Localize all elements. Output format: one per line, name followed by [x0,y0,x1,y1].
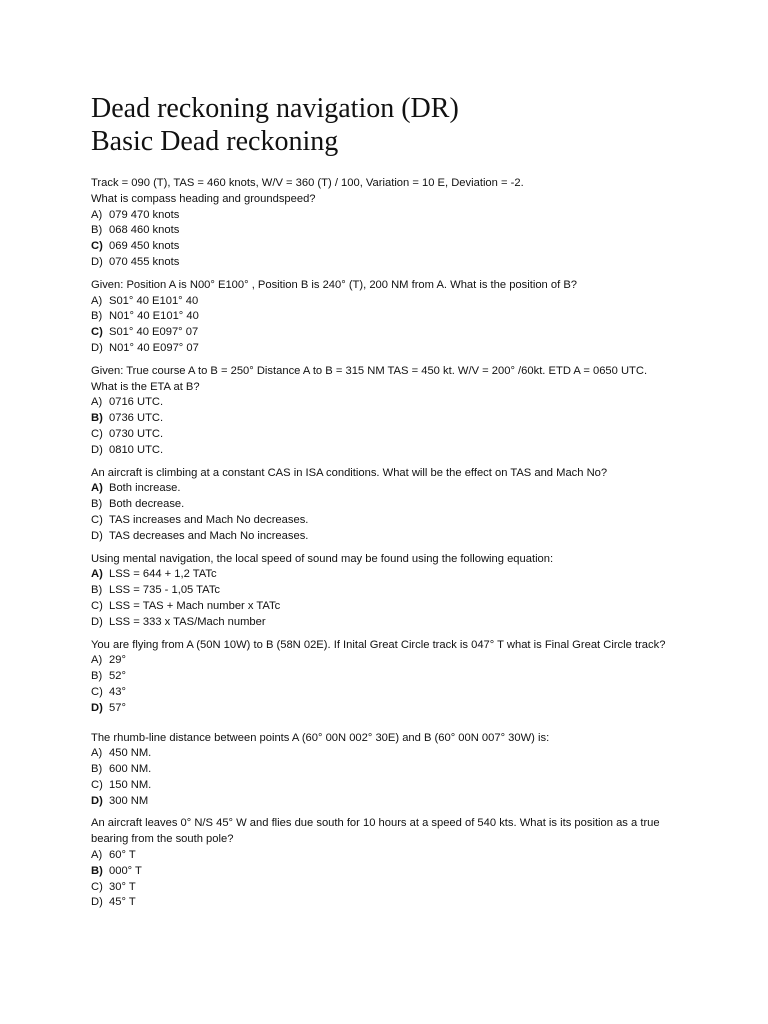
option-text: 45° T [109,896,136,909]
option-a [91,848,691,864]
option-text: 0730 UTC. [109,427,164,440]
option-letter: D) [91,896,103,909]
option-text: TAS decreases and Mach No increases. [109,529,309,542]
option-letter: D) [91,794,103,807]
option-c [91,325,691,341]
title-line-1: Dead reckoning navigation (DR) [91,93,459,124]
question-text-line-2: bearing from the south pole? [91,833,234,846]
option-text: 29° [109,654,126,667]
option-text: 000° T [109,864,142,877]
option-b [91,669,691,685]
option-letter: C) [91,778,103,791]
option-text: N01° 40 E101° 40 [109,310,199,323]
option-letter: A) [91,654,103,667]
question-text: Given: Position A is N00° E100° , Position B is 240° (T), 200 NM from A. What is the position of B? [91,278,578,291]
option-c [91,778,691,794]
question-text-line-2: What is compass heading and groundspeed? [91,192,316,205]
question-3 [91,364,691,459]
question-2 [91,278,691,357]
option-text: 60° T [109,849,136,862]
option-d [91,615,691,631]
option-letter: B) [91,310,103,323]
question-5 [91,552,691,631]
option-text: LSS = 644 + 1,2 TATc [109,568,217,581]
option-a [91,746,691,762]
option-text: 57° [109,701,126,714]
option-letter: D) [91,255,103,268]
question-text: Using mental navigation, the local speed of sound may be found using the following equation: [91,552,554,565]
option-text: 0810 UTC. [109,443,164,456]
option-text: N01° 40 E097° 07 [109,341,199,354]
option-text: 52° [109,670,126,683]
question-text: You are flying from A (50N 10W) to B (58N 02E). If Inital Great Circle track is 047° T what is Final Great Circle track? [91,638,666,651]
option-text: LSS = 735 - 1,05 TATc [109,584,221,597]
option-d [91,341,691,357]
option-b [91,762,691,778]
option-letter: B) [91,498,103,511]
question-text: An aircraft leaves 0° N/S 45° W and flies due south for 10 hours at a speed of 540 kts. What is its position as a true [91,817,660,830]
option-text: S01° 40 E097° 07 [109,326,199,339]
option-text: LSS = 333 x TAS/Mach number [109,615,266,628]
option-letter: B) [91,224,103,237]
option-text: S01° 40 E101° 40 [109,294,199,307]
option-c [91,880,691,896]
question-4 [91,466,691,545]
option-letter: C) [91,880,103,893]
option-text: 30° T [109,880,136,893]
option-d [91,895,691,911]
question-list [91,176,691,918]
option-letter: B) [91,412,103,425]
option-d [91,443,691,459]
option-letter: A) [91,294,103,307]
option-letter: A) [91,568,103,581]
question-7 [91,731,691,810]
option-b [91,583,691,599]
option-text: 600 NM. [109,763,152,776]
option-text: 070 455 knots [109,255,180,268]
option-text: 0736 UTC. [109,412,164,425]
option-c [91,513,691,529]
option-b [91,309,691,325]
option-a [91,208,691,224]
option-c [91,685,691,701]
option-c [91,427,691,443]
option-text: 069 450 knots [109,240,180,253]
option-a [91,653,691,669]
option-letter: C) [91,326,103,339]
option-a [91,395,691,411]
question-text: Track = 090 (T), TAS = 460 knots, W/V = 360 (T) / 100, Variation = 10 E, Deviation = -2. [91,177,524,189]
option-d [91,701,691,717]
option-letter: D) [91,529,103,542]
question-text: An aircraft is climbing at a constant CAS in ISA conditions. What will be the effect on TAS and Mach No? [91,466,608,479]
option-letter: A) [91,396,103,409]
option-b [91,223,691,239]
option-text: 079 470 knots [109,208,180,221]
option-letter: C) [91,513,103,526]
option-letter: C) [91,599,103,612]
option-letter: A) [91,747,103,760]
question-1 [91,176,691,271]
option-letter: B) [91,584,103,597]
option-d [91,529,691,545]
option-b [91,864,691,880]
option-letter: C) [91,240,103,253]
question-text: Given: True course A to B = 250° Distance A to B = 315 NM TAS = 450 kt. W/V = 200° /60kt. ETD A = 0650 UTC. [91,364,648,377]
option-c [91,599,691,615]
question-text: The rhumb-line distance between points A (60° 00N 002° 30E) and B (60° 00N 007° 30W) is: [91,731,550,744]
option-d [91,794,691,810]
option-letter: B) [91,763,103,776]
option-text: TAS increases and Mach No decreases. [109,513,309,526]
option-text: LSS = TAS + Mach number x TATc [109,599,281,612]
option-letter: A) [91,482,103,495]
option-letter: A) [91,208,103,221]
option-b [91,497,691,513]
option-d [91,255,691,271]
option-letter: D) [91,701,103,714]
option-text: 43° [109,685,126,698]
option-b [91,411,691,427]
question-8 [91,816,691,911]
option-text: Both decrease. [109,498,185,511]
option-text: 450 NM. [109,747,152,760]
question-text-line-2: What is the ETA at B? [91,380,200,393]
option-letter: B) [91,670,103,683]
option-text: 068 460 knots [109,224,180,237]
option-c [91,239,691,255]
option-letter: D) [91,615,103,628]
question-6 [91,638,691,717]
option-letter: C) [91,427,103,440]
option-a [91,567,691,583]
option-text: Both increase. [109,482,181,495]
option-letter: D) [91,341,103,354]
option-a [91,481,691,497]
option-text: 300 NM [109,794,149,807]
option-letter: A) [91,849,103,862]
title-line-2: Basic Dead reckoning [91,126,339,157]
option-letter: C) [91,685,103,698]
option-text: 0716 UTC. [109,396,164,409]
option-text: 150 NM. [109,778,152,791]
document-title [91,92,459,158]
option-a [91,294,691,310]
option-letter: B) [91,864,103,877]
option-letter: D) [91,443,103,456]
